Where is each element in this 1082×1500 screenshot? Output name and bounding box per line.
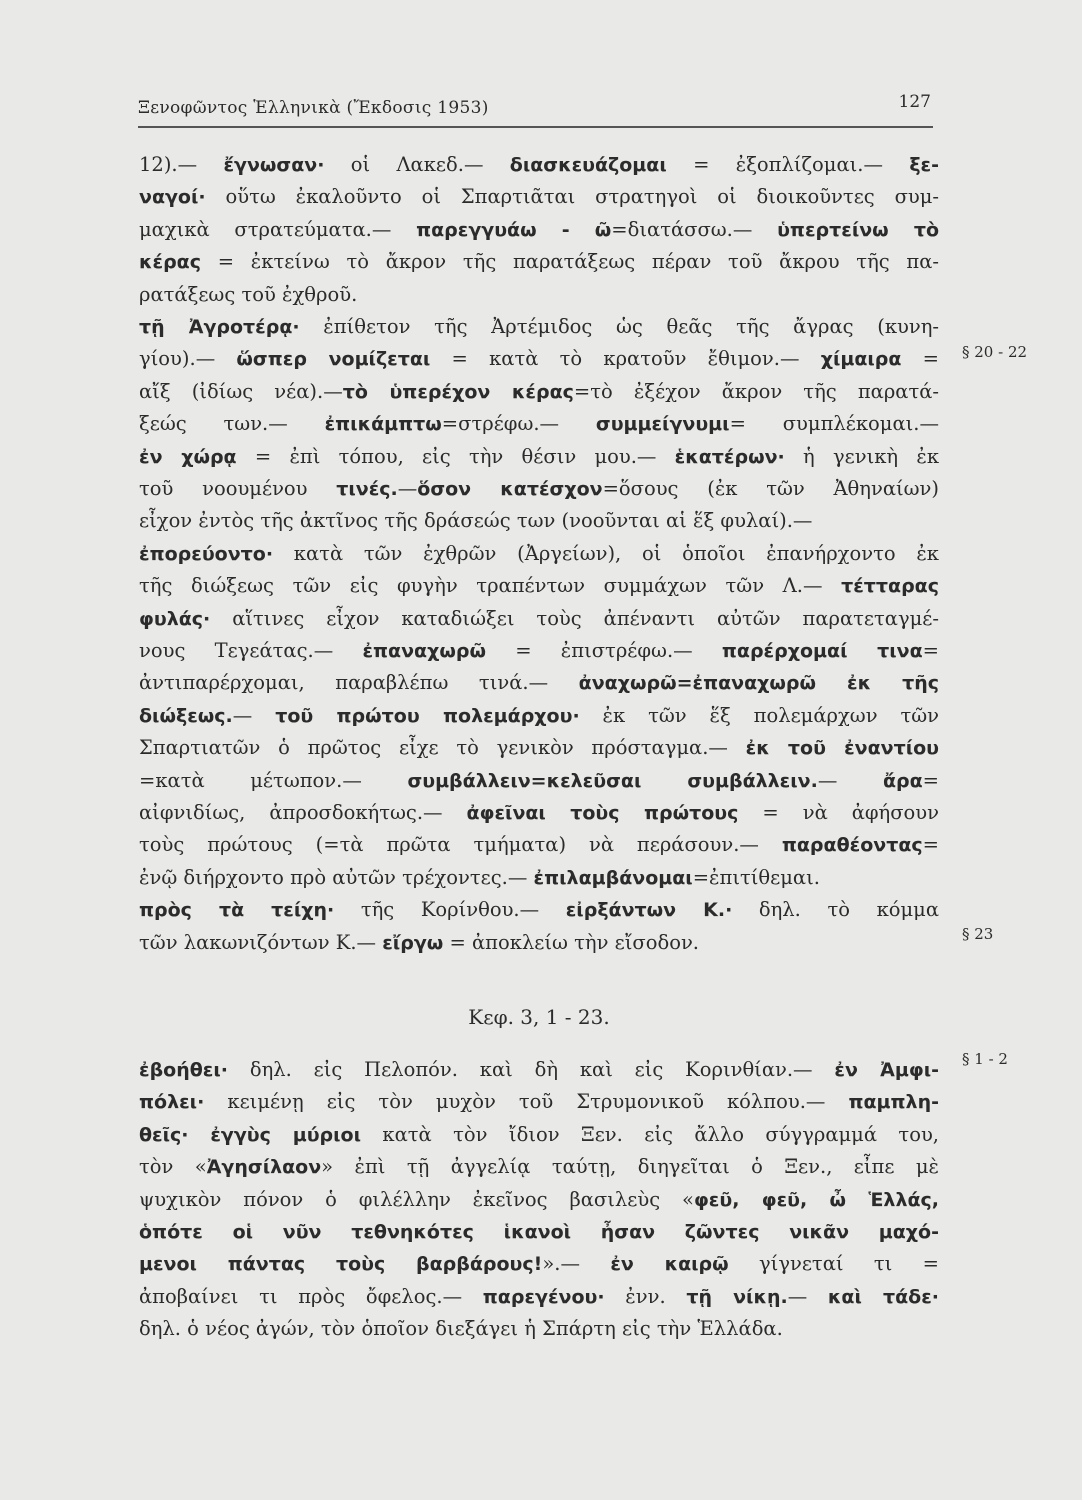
bold-term: ἐν χώρᾳ	[139, 445, 237, 468]
page-number: 127	[898, 92, 931, 112]
bold-term: διασκευάζομαι	[509, 154, 667, 176]
text-run: = ἐπιστρέφω.—	[486, 639, 722, 662]
text-run: » ἐπὶ τῇ ἀγγελίᾳ ταύτῃ, διηγεῖται ὁ Ξεν., εἶπε μὲ	[321, 1155, 939, 1179]
text-line	[139, 1055, 939, 1087]
text-run: γίγνεταί τι =	[728, 1252, 940, 1276]
bold-term: ὥσπερ νομίζεται	[236, 348, 431, 371]
bold-term: πρὸς τὰ τείχη·	[139, 899, 335, 922]
bold-term: παραθέοντας	[781, 834, 923, 857]
text-run: = συμπλέκομαι.—	[729, 412, 939, 436]
text-line	[139, 182, 939, 214]
bold-term: θεῖς· ἐγγὺς μύριοι	[139, 1123, 361, 1146]
text-line	[139, 1120, 939, 1152]
bold-term: παμπλη-	[848, 1091, 939, 1114]
text-run: —	[397, 477, 418, 500]
text-run: = ἐξοπλίζομαι.—	[666, 153, 910, 176]
text-run: = κατὰ τὸ κρατοῦν ἔθιμον.—	[430, 347, 821, 371]
bold-term: ἐπικάμπτω	[324, 413, 442, 436]
text-line	[139, 928, 939, 960]
bold-term: ὅσον κατέσχον	[417, 478, 603, 500]
bold-term: μενοι πάντας τοὺς βαρβάρους!	[139, 1253, 543, 1276]
bold-term: ἐβοήθει·	[139, 1059, 229, 1081]
text-run: =	[922, 639, 939, 662]
bold-term: φεῦ, φεῦ, ὦ Ἑλλάς,	[693, 1188, 939, 1211]
text-run: ἐπίθετον τῆς Ἀρτέμιδος ὡς θεᾶς τῆς ἄγρας (κυνη-	[299, 315, 939, 338]
text-line	[139, 280, 939, 312]
text-run: = ἀποκλείω τὴν εἴσοδον.	[443, 930, 699, 954]
text-line	[139, 766, 939, 798]
text-run: μαχικὰ στρατεύματα.—	[139, 217, 417, 241]
text-run: = ἐκτείνω τὸ ἄκρον τῆς παρατάξεως πέραν τοῦ ἄκρου τῆς πα-	[201, 250, 939, 274]
text-run: νους Τεγεάτας.—	[139, 639, 363, 662]
text-line	[139, 1249, 939, 1281]
text-run: Σπαρτιατῶν ὁ πρῶτος εἶχε τὸ γενικὸν πρόσταγμα.—	[139, 736, 746, 760]
text-line	[139, 344, 939, 376]
text-run: —	[232, 703, 276, 727]
bold-term: ναγοί·	[139, 186, 206, 209]
bold-term: ἀφεῖναι τοὺς πρώτους	[466, 802, 739, 824]
text-run: κειμένῃ εἰς τὸν μυχὸν τοῦ Στρυμονικοῦ κόλπου.—	[204, 1090, 849, 1114]
bold-term: ἔγνωσαν·	[223, 154, 325, 176]
text-run: =τὸ ἐξέχον ἄκρον τῆς παρατά-	[573, 379, 940, 403]
text-run: ἡ γενικὴ ἐκ	[784, 444, 940, 468]
text-run: 12).—	[139, 153, 224, 176]
bold-term: εἴργω	[382, 931, 444, 954]
bold-term: χίμαιρα	[820, 348, 902, 371]
text-run: =διατάσσω.—	[611, 217, 778, 241]
text-run: =ἐπιτίθεμαι.	[692, 865, 820, 889]
text-run: ἐκ τῶν ἕξ πολεμάρχων τῶν	[579, 703, 939, 727]
bold-term: εἰρξάντων Κ.·	[565, 899, 733, 922]
text-line	[139, 733, 939, 765]
text-line	[139, 1087, 939, 1119]
text-line	[139, 474, 939, 506]
text-run: ξεώς των.—	[139, 412, 325, 436]
text-line	[139, 1282, 939, 1314]
bold-term: παρεγγυάω - ῶ	[416, 218, 612, 241]
text-line	[139, 798, 939, 830]
text-run: —	[817, 768, 883, 792]
bold-term: Ἀγησίλαον	[206, 1156, 322, 1179]
text-line	[139, 571, 939, 603]
text-run: τοὺς πρώτους (=τὰ πρῶτα τμήματα) νὰ περάσουν.—	[139, 833, 782, 857]
text-line	[139, 506, 939, 538]
text-run: γίου).—	[139, 347, 237, 371]
bold-term: ὑπερτείνω τὸ	[777, 218, 940, 241]
text-run: =κατὰ μέτωπον.—	[139, 768, 408, 792]
text-run: τῆς Κορίνθου.—	[334, 898, 566, 922]
text-run: ρατάξεως τοῦ ἐχθροῦ.	[139, 282, 358, 306]
text-line	[139, 539, 939, 571]
text-run: =	[922, 833, 939, 857]
side-note-section-20-22: § 20 - 22	[962, 343, 1028, 361]
text-line	[139, 895, 939, 927]
text-run: ».—	[542, 1252, 611, 1276]
text-line	[139, 1152, 939, 1184]
text-run: ἀποβαίνει τι πρὸς ὄφελος.—	[139, 1284, 483, 1308]
bold-term: φυλάς·	[139, 607, 211, 630]
bold-term: τοῦ πρώτου πολεμάρχου·	[275, 704, 580, 727]
bold-term: ἑκατέρων·	[674, 445, 785, 468]
text-line	[139, 1314, 939, 1346]
text-line	[139, 377, 939, 409]
text-line	[139, 409, 939, 441]
text-run: —	[787, 1284, 828, 1308]
text-run: οὕτω ἐκαλοῦντο οἱ Σπαρτιᾶται στρατηγοὶ οἱ διοικοῦντες συμ-	[205, 185, 939, 209]
text-run: εἶχον ἐντὸς τῆς ἀκτῖνος τῆς δράσεώς των (νοοῦνται αἱ ἕξ φυλαί).—	[139, 509, 813, 533]
text-run: ἐνῷ διήρχοντο πρὸ αὐτῶν τρέχοντες.—	[139, 865, 534, 889]
bold-term: ἐν καιρῷ	[610, 1253, 729, 1276]
bold-term: ὁπότε οἱ νῦν τεθνηκότες ἱκανοὶ ἦσαν ζῶντες νικᾶν μαχό-	[139, 1221, 939, 1243]
text-run: αἵτινες εἶχον καταδιώξει τοὺς ἀπέναντι αὐτῶν παρατεταγμέ-	[210, 606, 939, 630]
text-line	[139, 312, 939, 344]
bold-term: παρεγένου·	[482, 1285, 605, 1308]
text-run: ἀντιπαρέρχομαι, παραβλέπω τινά.—	[139, 671, 579, 695]
text-run: =	[922, 768, 939, 792]
text-run: ψυχικὸν πόνον ὁ φιλέλλην ἐκεῖνος βασιλεὺς «	[139, 1187, 694, 1211]
text-run: οἱ Λακεδ.—	[324, 153, 510, 176]
text-run: δηλ. ὁ νέος ἀγών, τὸν ὁποῖον διεξάγει ἡ Σπάρτη εἰς τὴν Ἑλλάδα.	[139, 1317, 783, 1341]
side-note-section-1-2: § 1 - 2	[962, 1050, 1008, 1068]
text-run: ἐνν.	[604, 1284, 687, 1308]
text-run: τὸν «	[139, 1155, 207, 1179]
text-run: τῆς διώξεως τῶν εἰς φυγὴν τραπέντων συμμάχων τῶν Λ.—	[139, 574, 842, 598]
bold-term: παρέρχομαί τινα	[721, 640, 923, 662]
bold-term: πόλει·	[139, 1091, 205, 1114]
bold-term: διώξεως.	[139, 704, 233, 727]
text-run: τοῦ νοουμένου	[139, 477, 337, 500]
text-line	[139, 830, 939, 862]
bold-term: τῇ νίκῃ.	[686, 1285, 788, 1308]
text-run: αἴξ (ἰδίως νέα).—	[139, 379, 343, 403]
bold-term: ἐν Ἀμφι-	[834, 1059, 939, 1081]
text-run: κατὰ τὸν ἴδιον Ξεν. εἰς ἄλλο σύγγραμμά του,	[361, 1122, 939, 1146]
text-run: = ἐπὶ τόπου, εἰς τὴν θέσιν μου.—	[236, 444, 675, 468]
text-line	[139, 604, 939, 636]
bold-term: ἀναχωρῶ=ἐπαναχωρῶ ἐκ τῆς	[578, 672, 940, 695]
bold-term: ἄρα	[882, 769, 923, 792]
bold-term: καὶ τάδε·	[827, 1285, 940, 1308]
text-run: =στρέφω.—	[441, 412, 596, 436]
text-run: =ὅσους (ἐκ τῶν Ἀθηναίων)	[602, 477, 939, 500]
text-run: κατὰ τῶν ἐχθρῶν (Ἀργείων), οἱ ὁποῖοι ἐπανήρχοντο ἐκ	[273, 541, 939, 565]
text-line	[139, 1185, 939, 1217]
bold-term: τινές.	[336, 478, 398, 500]
bold-term: κέρας	[139, 251, 201, 274]
text-run: =	[901, 347, 939, 371]
text-run: τῶν λακωνιζόντων Κ.—	[139, 930, 383, 954]
header-title: Ξενοφῶντος Ἑλληνικὰ (Ἔκδοσις 1953)	[138, 98, 489, 118]
bold-term: συμβάλλειν=κελεῦσαι συμβάλλειν.	[407, 769, 818, 792]
text-line	[139, 442, 939, 474]
text-line	[139, 247, 939, 279]
side-note-section-23: § 23	[962, 925, 994, 943]
text-run: δηλ. τὸ κόμμα	[732, 898, 940, 922]
text-line	[139, 636, 939, 668]
text-line	[139, 215, 939, 247]
bold-term: τέτταρας	[841, 575, 939, 598]
text-line	[139, 1217, 939, 1249]
bold-term: συμμείγνυμι	[595, 413, 730, 436]
text-line	[139, 150, 939, 182]
bold-term: ξε-	[909, 154, 939, 176]
text-run: = νὰ ἀφήσουν	[738, 801, 940, 824]
bold-term: ἐκ τοῦ ἐναντίου	[745, 737, 939, 760]
bold-term: τῇ Ἀγροτέρᾳ·	[139, 316, 300, 338]
bold-term: ἐπαναχωρῶ	[362, 640, 486, 662]
chapter-heading: Κεφ. 3, 1 - 23.	[468, 1005, 610, 1029]
text-run: αἰφνιδίως, ἀπροσδοκήτως.—	[139, 801, 467, 824]
bold-term: ἐπορεύοντο·	[139, 542, 274, 565]
text-run: δηλ. εἰς Πελοπόν. καὶ δὴ καὶ εἰς Κορινθίαν.—	[228, 1058, 835, 1081]
running-header	[138, 92, 933, 128]
bold-term: τὸ ὑπερέχον κέρας	[342, 380, 574, 403]
text-line	[139, 863, 939, 895]
text-line	[139, 668, 939, 700]
text-line	[139, 701, 939, 733]
bold-term: ἐπιλαμβάνομαι	[533, 866, 693, 889]
